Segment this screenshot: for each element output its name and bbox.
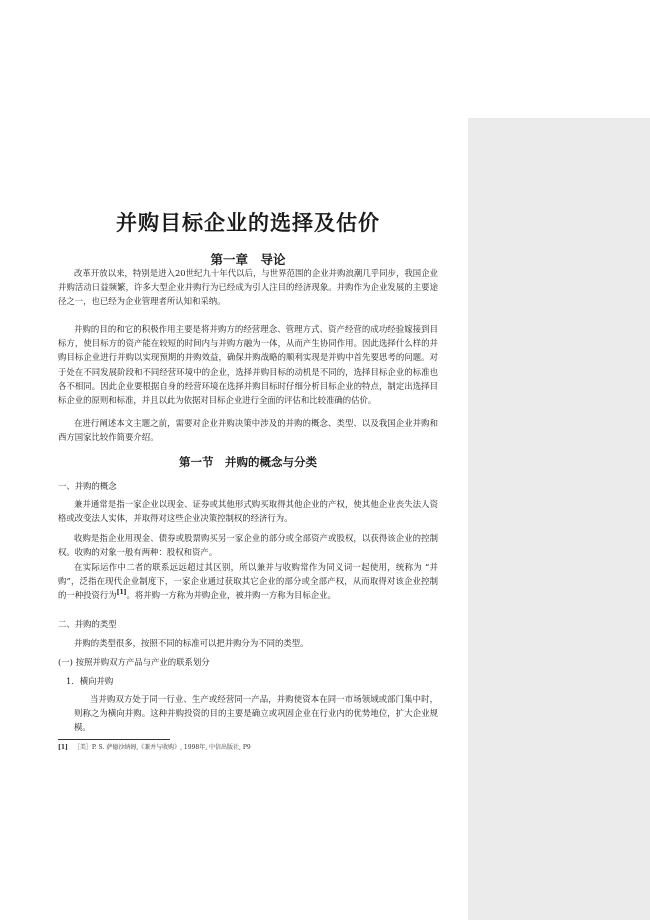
horizontal-merger-heading: 1．横向并购 (66, 676, 114, 686)
classification-heading: (一) 按照并购双方产品与产业的联系划分 (58, 657, 210, 667)
comment-margin-panel (468, 118, 650, 920)
footnote-separator (58, 739, 170, 740)
intro-paragraph-2: 并购的目的和它的积极作用主要是将并购方的经营理念、管理方式、资产经营的成功经验嫁接到目标方，使目标方的资产能在较短的时间内与并购方融为一体，从而产生协同作用。因此选择什么样的并购目标企业进行并购以实现预期的并购效益，确保并购战略的顺利实现是并购中首先要思考的问题。对于处在不同发展阶段和不同经营环境中的企业，选择并购目标的动机是不同的，选择目标企业的标准也各不相同。因此企业要根据自身的经营环境在选择并购目标时仔细分析目标企业的特点，制定出选择目标企业的原则和标准，并且以此为依据对目标企业进行全面的评估和比较准确的估价。 (58, 324, 438, 406)
intro-paragraph-1: 改革开放以来，特别是进入20世纪九十年代以后，与世界范围的企业并购浪潮几乎同步，我国企业并购活动日益频繁，许多大型企业并购行为已经成为引人注目的经济现象。并购作为企业发展的主要途径之一，也已经为企业管理者所认知和采纳。 (58, 268, 438, 307)
types-paragraph: 并购的类型很多，按照不同的标准可以把并购分为不同的类型。 (74, 638, 309, 648)
footnote-reference[interactable]: [1] (116, 589, 127, 597)
document-title: 并购目标企业的选择及估价 (116, 211, 380, 235)
subsection-types-heading: 二、并购的类型 (58, 619, 117, 629)
concept-paragraph-1: 兼并通常是指一家企业以现金、证券或其他形式购买取得其他企业的产权，使其他企业丧失法人资格或改变法人实体，并取得对这些企业决策控制权的经济行为。 (58, 499, 438, 524)
footnote-text: ［美］P. S. 萨德沙纳姆,《兼并与收购》, 1998年, 中信出版社, P9 (73, 744, 251, 751)
footnote (58, 743, 438, 752)
footnote-mark: [1] (58, 744, 68, 751)
concept-paragraph-3-tail: 。将并购一方称为并购企业，被并购一方称为目标企业。 (126, 590, 336, 601)
horizontal-merger-paragraph: 当并购双方处于同一行业、生产或经营同一产品，并购使资本在同一市场领域或部门集中时，则称之为横向并购。这种并购投资的目的主要是确立或巩固企业在行业内的优势地位，扩大企业规模。 (74, 694, 438, 733)
concept-paragraph-2: 收购是指企业用现金、债券或股票购买另一家企业的部分或全部资产或股权，以获得该企业的控制权。收购的对象一般有两种：股权和资产。 (58, 533, 438, 558)
intro-paragraph-3: 在进行阐述本文主题之前，需要对企业并购决策中涉及的并购的概念、类型、以及我国企业并购和西方国家比较作简要介绍。 (58, 418, 438, 443)
chapter-heading: 第一章 导论 (210, 252, 286, 267)
section-heading: 第一节 并购的概念与分类 (179, 455, 317, 469)
subsection-concept-heading: 一、并购的概念 (58, 481, 117, 491)
concept-paragraph-3 (58, 560, 438, 603)
concept-paragraph-3-text: 在实际运作中二者的联系远远超过其区别，所以兼并与收购常作为同义词一起使用，统称为 “并购”，泛指在现代企业制度下，一家企业通过获取其它企业的部分或全部产权，从而取得对该企业控制的一种投资行为 (58, 562, 438, 601)
